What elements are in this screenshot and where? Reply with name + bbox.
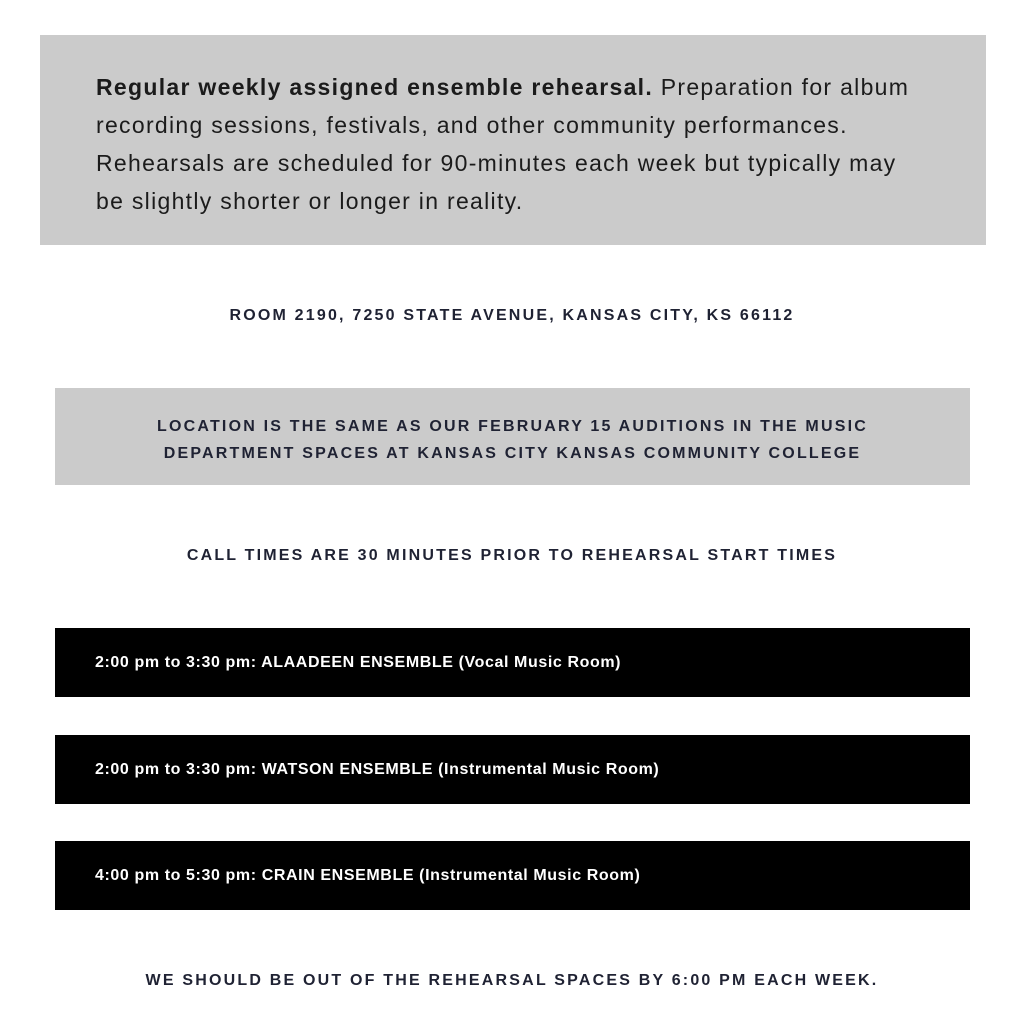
address-line: ROOM 2190, 7250 STATE AVENUE, KANSAS CITY, KS 66112 bbox=[229, 307, 795, 324]
schedule-item-watson bbox=[55, 735, 970, 804]
intro-lead-text: Regular weekly assigned ensemble rehearsal. bbox=[96, 74, 654, 100]
call-times-note: CALL TIMES ARE 30 MINUTES PRIOR TO REHEARSAL START TIMES bbox=[186, 547, 838, 564]
location-line-2: DEPARTMENT SPACES AT KANSAS CITY KANSAS COMMUNITY COLLEGE bbox=[163, 445, 862, 462]
intro-panel bbox=[40, 35, 986, 245]
schedule-item-crain bbox=[55, 841, 970, 910]
schedule-item-alaadeen bbox=[55, 628, 970, 697]
intro-body-text: Preparation for album recording sessions, festivals, and other community performances. Rehearsals are scheduled for 90-minutes each week but typically may be slightly shorter or longer in reality. bbox=[96, 74, 910, 214]
schedule-item-label: 2:00 pm to 3:30 pm: WATSON ENSEMBLE (Instrumental Music Room) bbox=[95, 760, 660, 778]
location-panel bbox=[55, 388, 970, 485]
location-line-1: LOCATION IS THE SAME AS OUR FEBRUARY 15 AUDITIONS IN THE MUSIC bbox=[157, 418, 868, 435]
schedule-item-label: 4:00 pm to 5:30 pm: CRAIN ENSEMBLE (Instrumental Music Room) bbox=[95, 866, 641, 884]
intro-paragraph bbox=[96, 68, 930, 220]
schedule-item-label: 2:00 pm to 3:30 pm: ALAADEEN ENSEMBLE (Vocal Music Room) bbox=[95, 653, 622, 671]
footer-note: WE SHOULD BE OUT OF THE REHEARSAL SPACES BY 6:00 PM EACH WEEK. bbox=[145, 972, 879, 989]
